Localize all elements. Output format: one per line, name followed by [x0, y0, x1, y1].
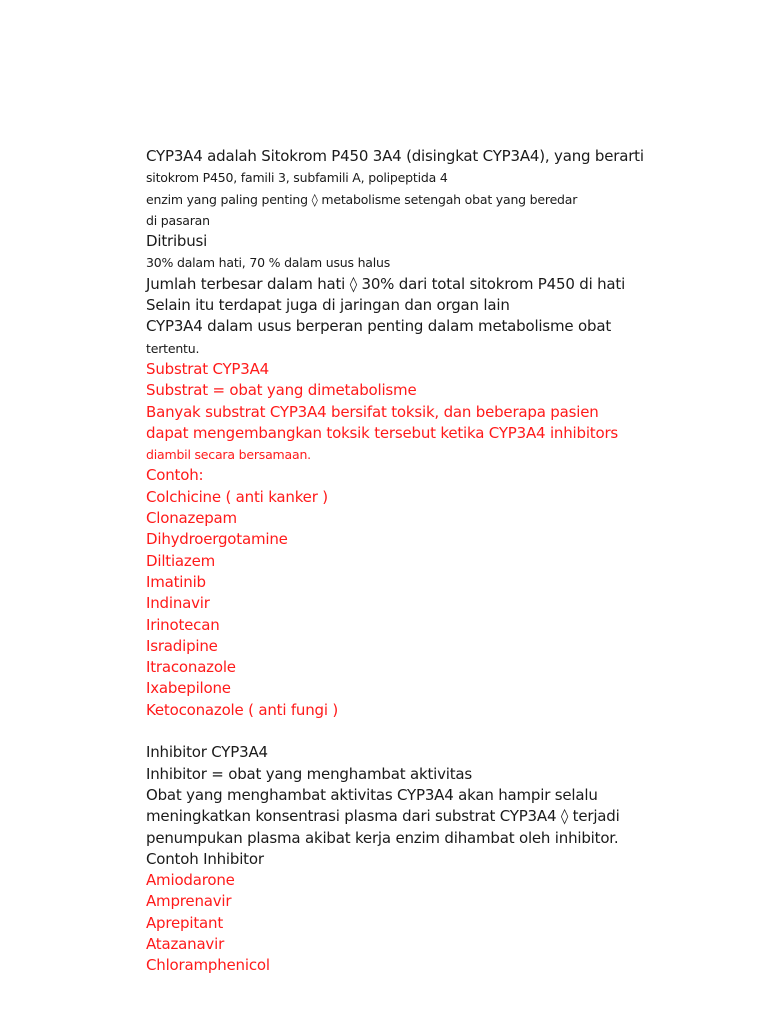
substrat-examples-label: Contoh: — [146, 466, 204, 485]
substrat-desc-3: diambil secara bersamaan. — [146, 447, 311, 463]
inhibitor-heading: Inhibitor CYP3A4 — [146, 743, 268, 762]
intro-line-4: di pasaran — [146, 212, 210, 228]
inhibitor-desc-2: meningkatkan konsentrasi plasma dari substrat CYP3A4 ◊ terjadi — [146, 807, 620, 826]
distribusi-line-5: tertentu. — [146, 340, 200, 356]
list-item: Dihydroergotamine — [146, 530, 288, 549]
inhibitor-examples-list — [146, 870, 666, 976]
list-item: Ixabepilone — [146, 679, 231, 698]
distribusi-line-2: Jumlah terbesar dalam hati ◊ 30% dari total sitokrom P450 di hati — [146, 274, 626, 293]
list-item: Clonazepam — [146, 509, 237, 528]
list-item: Imatinib — [146, 572, 206, 591]
list-item: Irinotecan — [146, 615, 220, 634]
inhibitor-definition: Inhibitor = obat yang menghambat aktivitas — [146, 764, 473, 783]
substrat-desc-1: Banyak substrat CYP3A4 bersifat toksik, dan beberapa pasien — [146, 402, 599, 421]
distribusi-line-4: CYP3A4 dalam usus berperan penting dalam metabolisme obat — [146, 317, 611, 336]
distribusi-line-1: 30% dalam hati, 70 % dalam usus halus — [146, 255, 391, 271]
inhibitor-desc-1: Obat yang menghambat aktivitas CYP3A4 akan hampir selalu — [146, 785, 598, 804]
substrat-desc-2: dapat mengembangkan toksik tersebut ketika CYP3A4 inhibitors — [146, 423, 619, 442]
distribusi-heading: Ditribusi — [146, 232, 208, 251]
list-item: Aprepitant — [146, 913, 223, 932]
substrat-heading: Substrat CYP3A4 — [146, 359, 270, 378]
distribusi-line-3: Selain itu terdapat juga di jaringan dan organ lain — [146, 296, 510, 315]
intro-line-1: CYP3A4 adalah Sitokrom P450 3A4 (disingkat CYP3A4), yang berarti — [146, 147, 644, 165]
document-body — [146, 146, 666, 977]
intro-line-3: enzim yang paling penting ◊ metabolisme setengah obat yang beredar — [146, 191, 578, 207]
list-item: Chloramphenicol — [146, 956, 270, 975]
inhibitor-examples-label: Contoh Inhibitor — [146, 849, 264, 868]
list-item: Colchicine ( anti kanker ) — [146, 487, 328, 506]
list-item: Amiodarone — [146, 871, 235, 890]
list-item: Diltiazem — [146, 551, 216, 570]
spacer — [146, 721, 666, 742]
intro-line-2: sitokrom P450, famili 3, subfamili A, polipeptida 4 — [146, 170, 448, 186]
list-item: Itraconazole — [146, 658, 236, 677]
substrat-examples-list — [146, 487, 666, 721]
list-item: Amprenavir — [146, 892, 232, 911]
list-item: Indinavir — [146, 594, 210, 613]
list-item: Isradipine — [146, 636, 218, 655]
inhibitor-desc-3: penumpukan plasma akibat kerja enzim dihambat oleh inhibitor. — [146, 828, 619, 847]
substrat-definition: Substrat = obat yang dimetabolisme — [146, 381, 417, 400]
list-item: Ketoconazole ( anti fungi ) — [146, 700, 339, 719]
list-item: Atazanavir — [146, 934, 225, 953]
